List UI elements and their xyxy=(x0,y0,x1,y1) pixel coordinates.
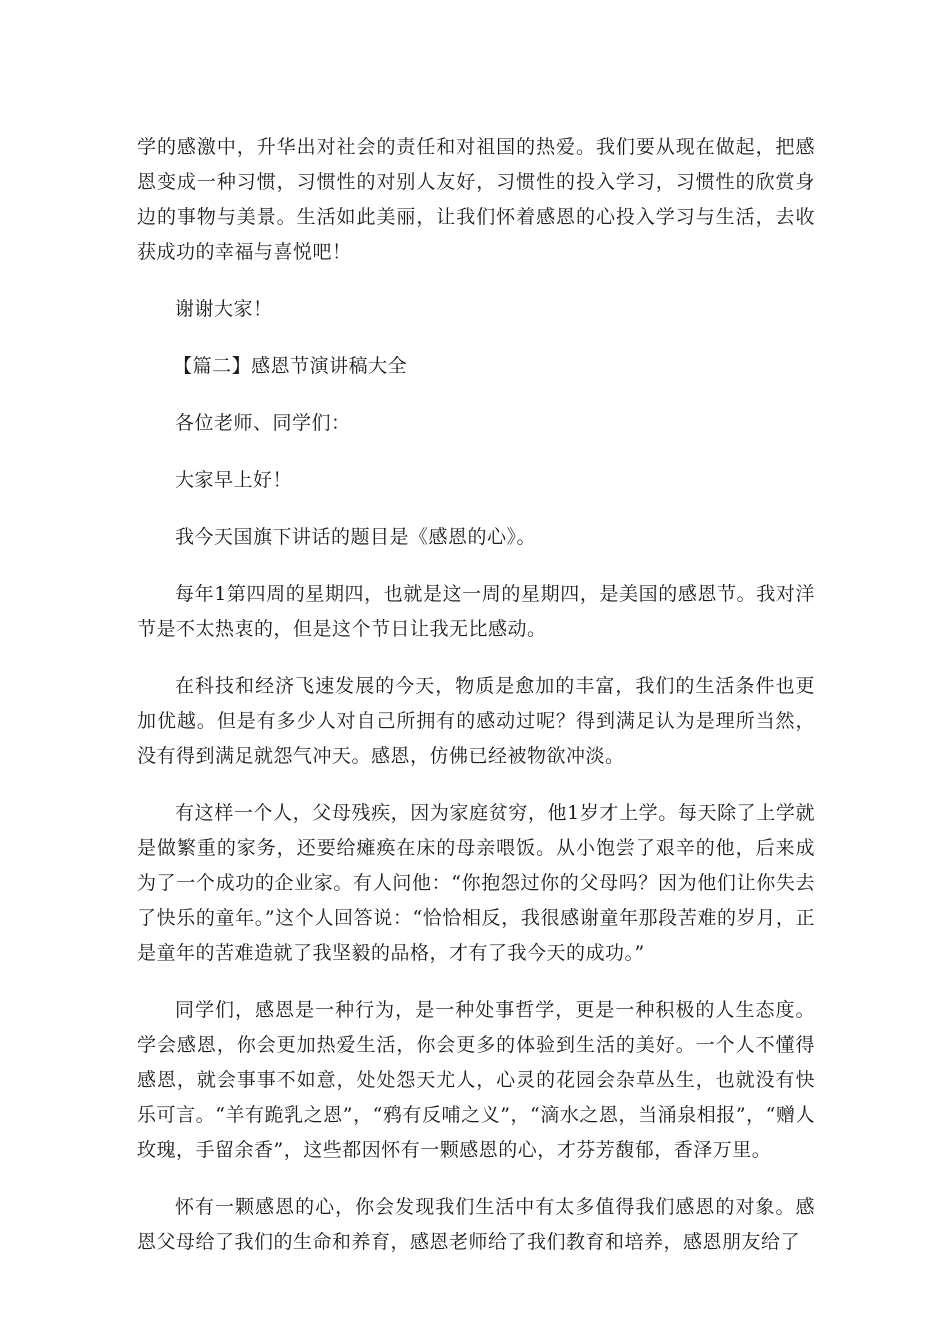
speech-topic: 我今天国旗下讲话的题目是《感恩的心》。 xyxy=(175,526,537,548)
paragraph: 有这样一个人，父母残疾，因为家庭贫穷，他1岁才上学。每天除了上学就是做繁重的家务，还要给瘫痪在床的母亲喂饭。从小饱尝了艰辛的他，后来成为了一个成功的企业家。有人问他：“你抱怨过你的父母吗？因为他们让你失去了快乐的童年。”这个人回答说：“恰恰相反，我很感谢童年那段苦难的岁月，正是童年的苦难造就了我坚毅的品格，才有了我今天的成功。” xyxy=(137,802,815,964)
greeting: 大家早上好！ xyxy=(175,469,293,491)
paragraph: 在科技和经济飞速发展的今天，物质是愈加的丰富，我们的生活条件也更加优越。但是有多少人对自己所拥有的感动过呢？得到满足认为是理所当然，没有得到满足就怨气冲天。感恩，仿佛已经被物欲冲淡。 xyxy=(137,675,815,767)
document-body xyxy=(137,130,815,1282)
section-heading: 【篇二】感恩节演讲稿大全 xyxy=(173,355,408,377)
salutation: 各位老师、同学们： xyxy=(175,412,351,434)
paragraph: 每年1第四周的星期四，也就是这一周的星期四，是美国的感恩节。我对洋节是不太热衷的，但是这个节日让我无比感动。 xyxy=(137,583,815,640)
paragraph: 同学们，感恩是一种行为，是一种处事哲学，更是一种积极的人生态度。学会感恩，你会更加热爱生活，你会更多的体验到生活的美好。一个人不懂得感恩，就会事事不如意，处处怨天尤人，心灵的花园会杂草丛生，也就没有快乐可言。“羊有跪乳之恩”，“鸦有反哺之义”，“滴水之恩，当涌泉相报”，“赠人玫瑰，手留余香”，这些都因怀有一颗感恩的心，才芬芳馥郁，香泽万里。 xyxy=(137,999,815,1161)
closing-thanks: 谢谢大家！ xyxy=(175,298,273,320)
paragraph: 怀有一颗感恩的心，你会发现我们生活中有太多值得我们感恩的对象。感恩父母给了我们的生命和养育，感恩老师给了我们教育和培养，感恩朋友给了 xyxy=(137,1196,815,1253)
paragraph-continuation: 学的感激中，升华出对社会的责任和对祖国的热爱。我们要从现在做起，把感恩变成一种习惯，习惯性的对别人友好，习惯性的投入学习，习惯性的欣赏身边的事物与美景。生活如此美丽，让我们怀着感恩的心投入学习与生活，去收获成功的幸福与喜悦吧！ xyxy=(137,136,815,263)
